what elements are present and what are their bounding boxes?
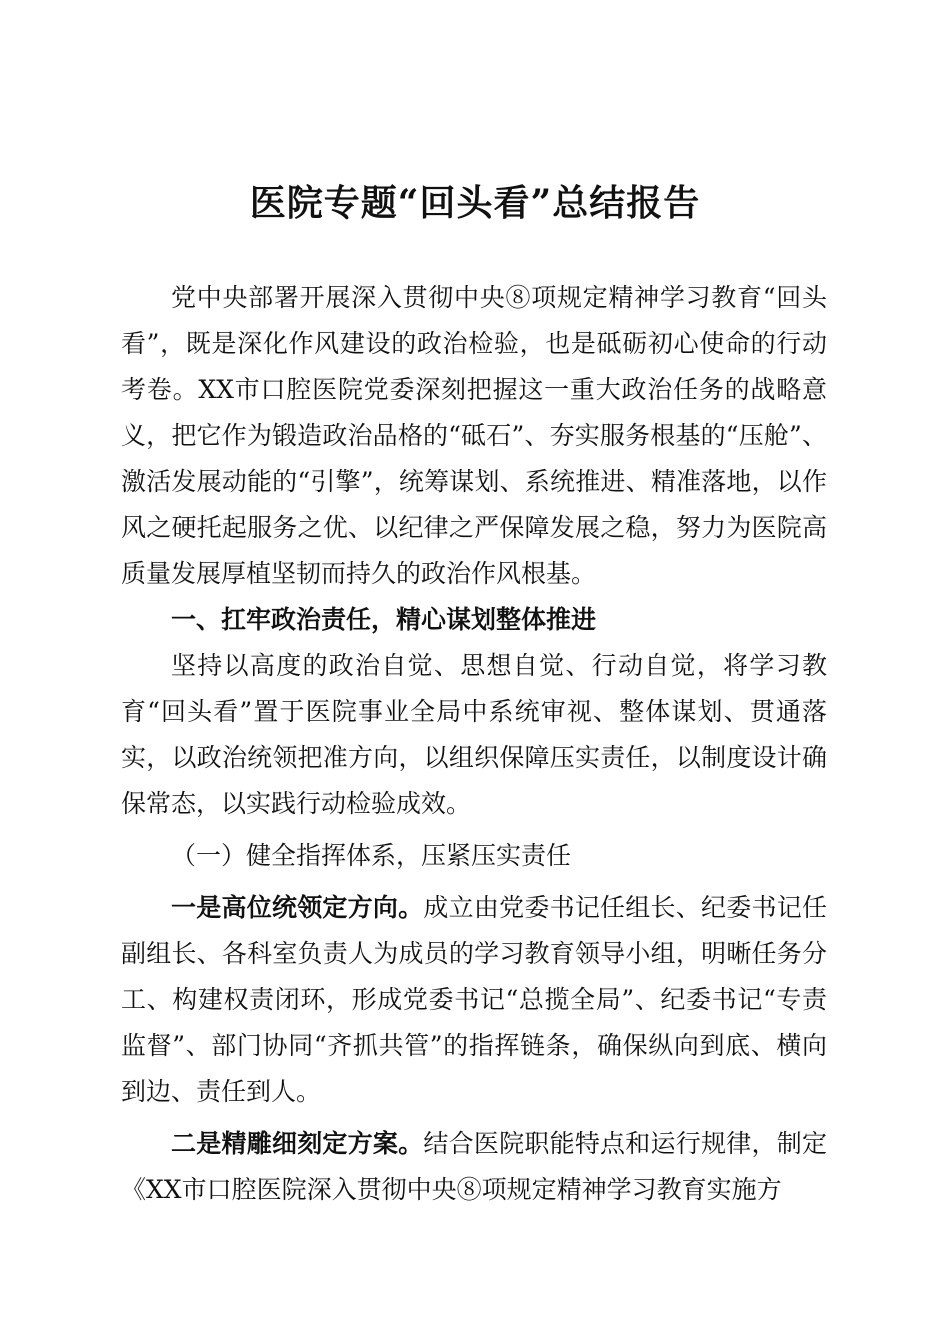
item-lead-2: 二是精雕细刻定方案。 bbox=[171, 1129, 424, 1158]
document-title: 医院专题“回头看”总结报告 bbox=[249, 182, 701, 224]
item-lead-1: 一是高位统领定方向。 bbox=[171, 893, 424, 922]
item-paragraph-2 bbox=[121, 1121, 827, 1213]
section-heading: 一、扛牢政治责任，精心谋划整体推进 bbox=[171, 605, 597, 634]
item-paragraph-1 bbox=[121, 885, 827, 1115]
subsection-heading: （一）健全指挥体系，压紧压实责任 bbox=[171, 841, 572, 870]
section-paragraph: 坚持以高度的政治自觉、思想自觉、行动自觉，将学习教育“回头看”置于医院事业全局中系统审视、整体谋划、贯通落实，以政治统领把准方向，以组织保障压实责任，以制度设计确保常态，以实践行动检验成效。 bbox=[121, 651, 827, 818]
item-text-2: 结合医院职能特点和运行规律，制定《XX市口腔医院深入贯彻中央⑧项规定精神学习教育实施方 bbox=[121, 1129, 827, 1204]
item-text-1: 成立由党委书记任组长、纪委书记任副组长、各科室负责人为成员的学习教育领导小组，明晰任务分工、构建权责闭环，形成党委书记“总揽全局”、纪委书记“专责监督”、部门协同“齐抓共管”的指挥链条，确保纵向到底、横向到边、责任到人。 bbox=[121, 893, 827, 1106]
intro-paragraph: 党中央部署开展深入贯彻中央⑧项规定精神学习教育“回头看”，既是深化作风建设的政治检验，也是砥砺初心使命的行动考卷。XX市口腔医院党委深刻把握这一重大政治任务的战略意义，把它作为锻造政治品格的“砥石”、夯实服务根基的“压舱”、激活发展动能的“引擎”，统筹谋划、系统推进、精准落地，以作风之硬托起服务之优、以纪律之严保障发展之稳，努力为医院高质量发展厚植坚韧而持久的政治作风根基。 bbox=[121, 283, 827, 588]
document-body bbox=[121, 275, 827, 1213]
